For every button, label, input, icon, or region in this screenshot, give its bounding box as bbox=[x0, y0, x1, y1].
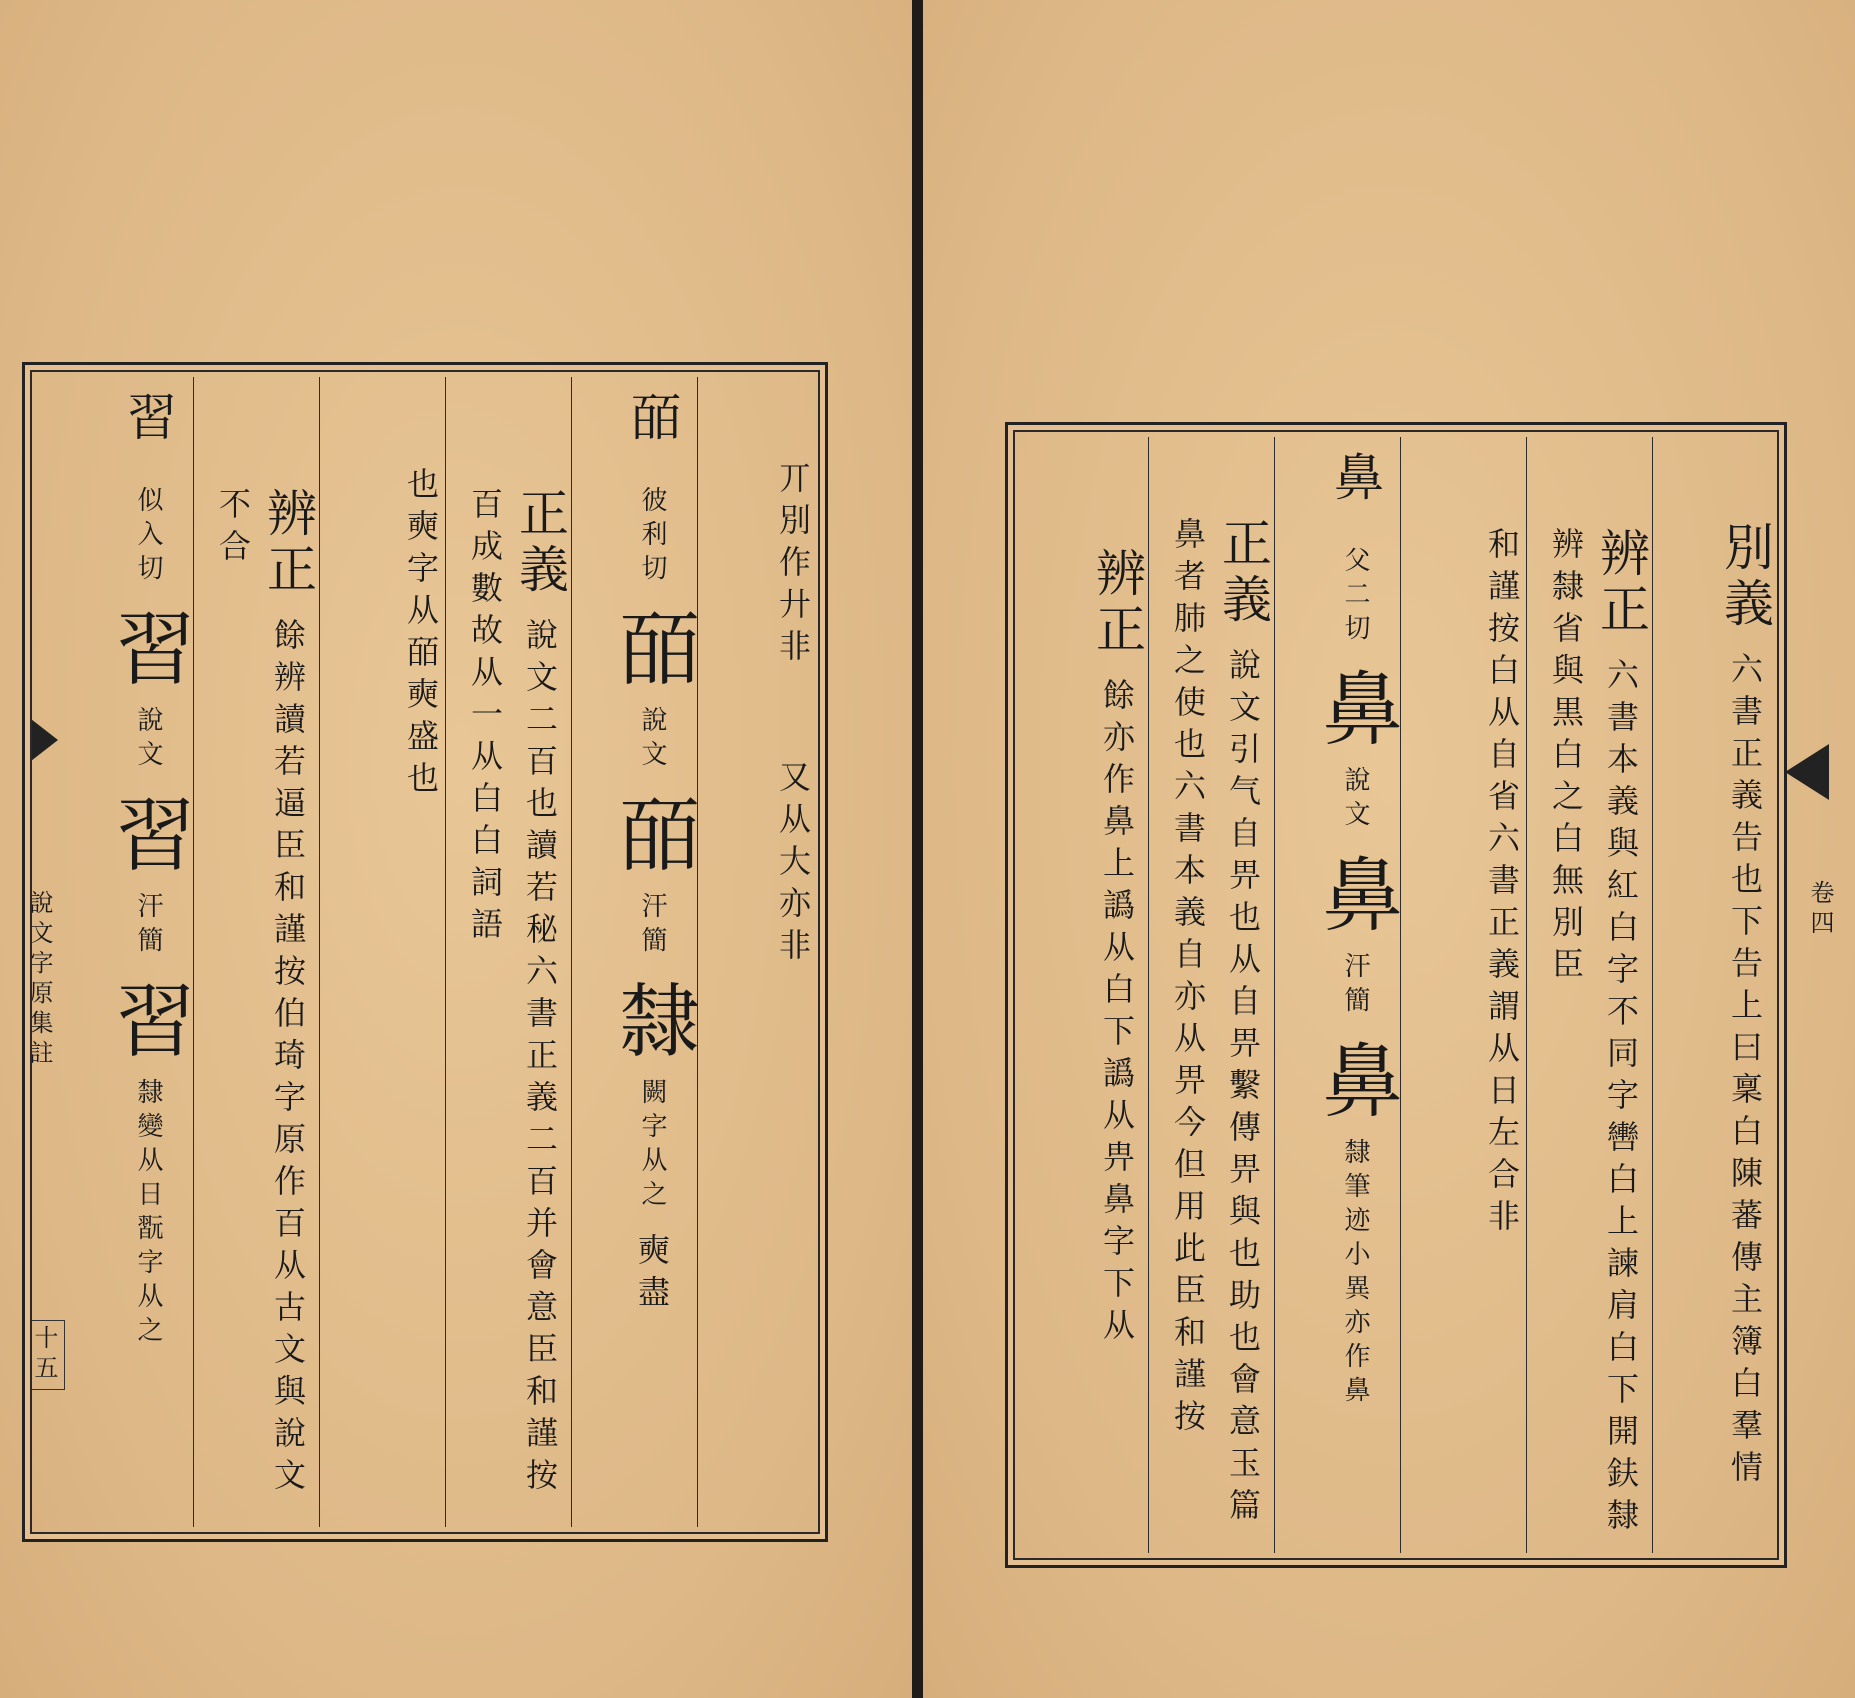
seal-label-2: 汗簡 bbox=[133, 892, 163, 960]
column-3 bbox=[445, 377, 571, 1527]
section-head-bianzheng: 辨正 bbox=[259, 487, 317, 599]
column-1 bbox=[697, 377, 817, 1527]
seal-form-1: 習 bbox=[102, 607, 195, 687]
seal-form-3: 隸 bbox=[606, 979, 699, 1059]
seal-form-2: 習 bbox=[102, 793, 195, 873]
column-2 bbox=[1526, 437, 1652, 1553]
entry-reading: 父二切 bbox=[1340, 546, 1370, 648]
left-page bbox=[0, 0, 916, 1698]
column-5 bbox=[1148, 437, 1274, 1553]
entry-head-bi: 鼻 bbox=[1326, 451, 1384, 507]
commentary-text: 和謹按白从自省六書正義謂从日左合非 bbox=[1483, 527, 1521, 1241]
section-head-bieyi: 別義 bbox=[1716, 521, 1774, 633]
column-5 bbox=[193, 377, 319, 1527]
entry-tail: 奭盡 bbox=[633, 1233, 671, 1317]
column-2 bbox=[571, 377, 697, 1527]
commentary-text: 餘辨讀若逼臣和謹按伯琦字原作百从古文與說文不合 bbox=[214, 487, 307, 1500]
entry-head-bi: 皕 bbox=[623, 391, 681, 447]
seal-form-3: 習 bbox=[102, 979, 195, 1059]
seal-label-1: 說文 bbox=[1340, 766, 1370, 834]
section-head-zhengyi: 正義 bbox=[511, 487, 569, 599]
column-6 bbox=[37, 377, 193, 1527]
right-page bbox=[923, 0, 1855, 1698]
column-4 bbox=[1274, 437, 1400, 1553]
fishtail-mark bbox=[1785, 744, 1829, 800]
seal-label-1: 說文 bbox=[637, 706, 667, 774]
column-1 bbox=[1652, 437, 1776, 1553]
seal-form-1: 鼻 bbox=[1309, 667, 1402, 747]
commentary-text: 六書正義告也下告上曰稟白陳蕃傳主簿白羣情 bbox=[1726, 652, 1764, 1492]
entry-reading: 似入切 bbox=[133, 486, 163, 588]
seal-label-1: 說文 bbox=[133, 706, 163, 774]
commentary-text: 也奭字从皕奭盛也 bbox=[402, 467, 440, 803]
volume-label-margin: 卷四 bbox=[1806, 880, 1834, 940]
seal-form-2: 皕 bbox=[606, 793, 699, 873]
entry-reading: 彼利切 bbox=[637, 486, 667, 588]
seal-form-3: 鼻 bbox=[1309, 1039, 1402, 1119]
col1-line-b: 又从大亦非 bbox=[774, 760, 812, 970]
entry-note: 隸變从日翫字从之 bbox=[133, 1078, 163, 1350]
right-text-frame bbox=[1005, 422, 1787, 1568]
column-3 bbox=[1400, 437, 1526, 1553]
commentary-text: 說文引气自畀也从自畀繫傳畀與也助也會意玉篇鼻者肺之使也六書本義自亦从畀今但用此臣和謹按 bbox=[1169, 517, 1262, 1530]
entry-note: 隸筆迹小異亦作鼻 bbox=[1340, 1138, 1370, 1410]
entry-head-xi: 習 bbox=[119, 391, 177, 447]
seal-label-2: 汗簡 bbox=[1340, 952, 1370, 1020]
column-4 bbox=[319, 377, 445, 1527]
seal-form-2: 鼻 bbox=[1309, 853, 1402, 933]
seal-form-1: 皕 bbox=[606, 607, 699, 687]
commentary-text: 餘亦作鼻上譌从白下譌从畁鼻字下从 bbox=[1098, 678, 1136, 1350]
commentary-text: 六書本義與紅白字不同字轡白上諫肩白下開鈇隸辨隸省與黒白之白無別臣 bbox=[1547, 527, 1640, 1540]
commentary-text: 說文二百也讀若秘六書正義二百并會意臣和謹按百成數故从一从白白詞語 bbox=[466, 487, 559, 1500]
section-head-bianzheng: 辨正 bbox=[1592, 527, 1650, 639]
left-text-frame bbox=[22, 362, 828, 1542]
col1-line-a: 丌別作廾非 bbox=[774, 461, 812, 671]
section-head-bianzheng: 辨正 bbox=[1088, 547, 1146, 659]
section-head-zhengyi: 正義 bbox=[1214, 517, 1272, 629]
page-number: 十五 bbox=[24, 1320, 65, 1390]
entry-note: 闕字从之 bbox=[637, 1078, 667, 1214]
seal-label-2: 汗簡 bbox=[637, 892, 667, 960]
column-6 bbox=[1020, 437, 1148, 1553]
book-title-margin: 說文字原集註 bbox=[25, 890, 53, 1070]
